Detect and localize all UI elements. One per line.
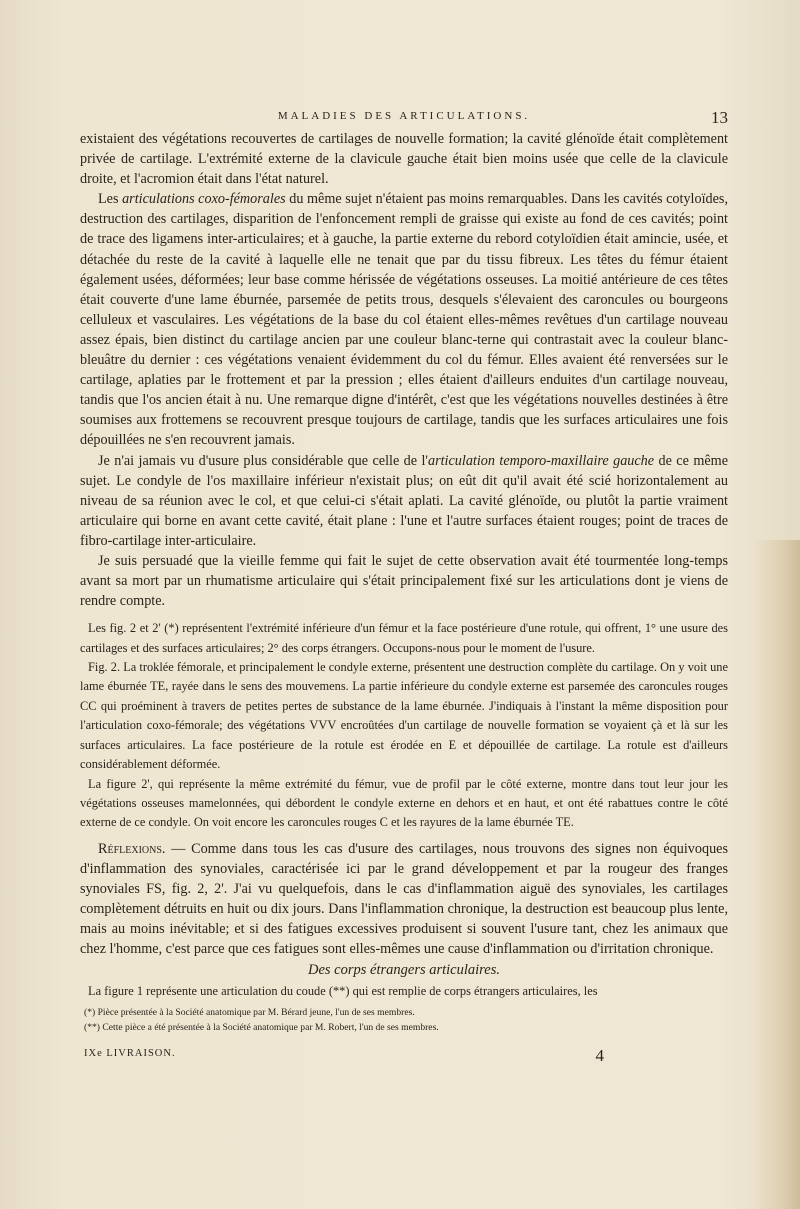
paper-stain	[754, 540, 800, 1209]
page-footer	[84, 1046, 604, 1070]
figure-caption: Les fig. 2 et 2' (*) représentent l'extrémité inférieure d'un fémur et la face postérieure d'une rotule, qui offrent, 1° une usure des cartilages et des surfaces articulaires; 2° des corps étrangers. Occupons-nous pour le moment de l'usure.	[80, 621, 728, 655]
paragraph-text: de ce même sujet. Le condyle de l'os maxillaire inférieur n'existait plus; on eût dit qu'il avait été scié horizontalement au niveau de sa réunion avec le col, et que celui-ci s'était aplati. La cavité glénoïde, ou plutôt la partie vraiment articulaire qui borne en avant cette cavité, était plane : l'une et l'autre surfaces étaient rouges; point de traces de fibro-cartilage inter-articulaire.	[80, 452, 728, 549]
page-number: 13	[711, 108, 728, 127]
footnote: (*) Pièce présentée à la Société anatomique par M. Bérard jeune, l'un de ses membres.	[84, 1006, 415, 1018]
paragraph: existaient des végétations recouvertes de cartilages de nouvelle formation; la cavité glénoïde était complètement privée de cartilage. L'extrémité externe de la clavicule gauche était bien moins usée que celle de la clavicule droite, et l'acromion était dans l'état naturel.	[80, 131, 728, 188]
paragraph-text: Je n'ai jamais vu d'usure plus considérable que celle de l'	[98, 452, 428, 469]
figure-caption: La figure 2', qui représente la même extrémité du fémur, vue de profil par le côté externe, montre dans tout leur jour les végétations osseuses mamelonnées, qui débordent le condyle externe en dehors et en haut, et ont été rabattues contre le côté externe de ce condyle. On voit encore les caroncules rouges C et les rayures de la lame éburnée TE.	[80, 776, 728, 830]
signature-mark: 4	[595, 1046, 604, 1065]
paragraph-text: — Comme dans tous les cas d'usure des cartilages, nous trouvons des signes non équivoques d'inflammation des synoviales, caractérisée ici par le grand développement et par la rougeur des franges synoviales FS, fig. 2, 2'. J'ai vu quelquefois, dans le cas d'inflammation aiguë des synoviales, les cartilages complètement détruits en huit ou dix jours. Dans l'inflammation chronique, la destruction est beaucoup plus lente, mais au moins inévitable; et si des fatigues excessives produisent si souvent l'usure tant, chez les animaux que chez l'homme, c'est parce que ces fatigues sont elles-mêmes une cause d'inflammation ou d'irritation chronique.	[80, 840, 728, 958]
main-text	[80, 129, 728, 1035]
paragraph: Je suis persuadé que la vieille femme qui fait le sujet de cette observation avait été tourmentée long-temps avant sa mort par un rhumatisme articulaire qui s'était principalement fixé sur les articulations dont je viens de rendre compte.	[80, 552, 728, 610]
reflexions-paragraph	[80, 839, 728, 960]
reflexions-label: Réflexions.	[98, 840, 166, 857]
figure-caption: La figure 1 représente une articulation du coude (**) qui est remplie de corps étrangers articulaires, les	[88, 984, 598, 999]
paragraph-text: du même sujet n'étaient pas moins remarquables. Dans les cavités cotyloïdes, destruction des cartilages, disparition de l'enfoncement rempli de graisse qui existe au fond de ces cavités; point de trace des ligamens inter-articulaires; et à gauche, la partie externe du rebord cotyloïdien était amincie, usée, et détachée du reste de la cavité à laquelle elle ne tenait que par du tissu fibreux. Les têtes du fémur étaient également usées, déformées; leur base comme hérissée de végétations osseuses. La moitié antérieure de ces têtes était couverte d'une lame éburnée, parsemée de petits trous, desquels s'élevaient des caroncules ou bourgeons celluleux et vasculaires. Les végétations de la base du col étaient elles-mêmes revêtues d'un cartilage nouveau assez épais, bien distinct du cartilage ancien par une couleur blanc-terne qui contrastait avec la couleur blanc-bleuâtre du dernier : ces végétations venaient évidemment du col du fémur. Elles avaient été renversées sur le cartilage, aplaties par le frottement et par la pression ; elles étaient d'ailleurs enduites d'un cartilage nouveau, tandis que l'os ancien était à nu. Une remarque digne d'intérêt, c'est que les végétations nouvelles destinées à être soumises aux frottemens se recouvrent presque toujours de cartilage, tandis que les surfaces articulaires une fois dépouillées ne s'en recouvrent jamais.	[80, 191, 728, 449]
paragraph	[80, 189, 728, 450]
footnote: (**) Cette pièce a été présentée à la Société anatomique par M. Robert, l'un de ses membres.	[84, 1021, 439, 1033]
figure-caption: Fig. 2. La troklée fémorale, et principalement le condyle externe, présentent une destruction complète du cartilage. On y voit une lame éburnée TE, rayée dans le sens des mouvemens. La partie inférieure du condyle externe est parsemée des caroncules rouges CC qui proéminent à travers de petites pertes de substance de la lame éburnée. J'indiquais à l'instant la même disposition pour l'articulation coxo-fémorale; des végétations VVV encroûtées d'un cartilage de nouvelle formation se voyaient çà et là sur les surfaces articulaires. La face postérieure de la rotule est érodée en E et dépouillée de cartilage. La rotule est d'ailleurs considérablement déformée.	[80, 660, 728, 772]
paragraph-text: Les	[98, 191, 123, 208]
livraison-label: IXe LIVRAISON.	[84, 1048, 176, 1059]
running-head: MALADIES DES ARTICULATIONS.	[277, 110, 531, 122]
italic-term: articulation temporo-maxillaire gauche	[428, 452, 655, 469]
page-header	[80, 108, 728, 130]
section-title: Des corps étrangers articulaires.	[308, 962, 500, 979]
paragraph	[80, 451, 728, 551]
italic-term: articulations coxo-fémorales	[122, 191, 286, 208]
